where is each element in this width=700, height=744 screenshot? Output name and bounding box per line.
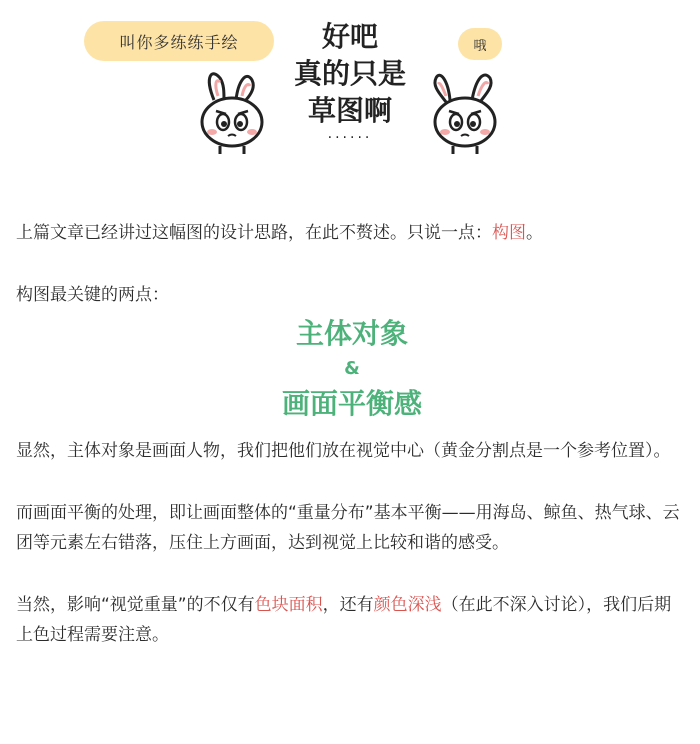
ampersand: & xyxy=(344,358,360,379)
key-point-subject: 主体对象 xyxy=(295,317,408,350)
highlight-color-depth: 颜色深浅 xyxy=(373,595,442,615)
speech-bubble-right: 哦 xyxy=(458,28,502,60)
article-body xyxy=(16,218,688,650)
intro-text: 上篇文章已经讲过这幅图的设计思路，在此不赘述。只说一点： xyxy=(16,223,492,243)
header-illustration xyxy=(0,0,700,170)
weight-text-a: 当然，影响“视觉重量”的不仅有 xyxy=(16,595,255,615)
key-point-balance: 画面平衡感 xyxy=(281,387,422,420)
header-title xyxy=(270,18,430,129)
title-line-2: 真的只是 xyxy=(293,57,406,90)
speech-bubble-left: 叫你多练练手绘 xyxy=(84,21,274,61)
weight-text-c: （在此不深入讨论），我们后期上色过程需要注意。 xyxy=(16,595,672,645)
paragraph-intro xyxy=(16,218,688,248)
highlight-color-area: 色块面积 xyxy=(254,595,323,615)
paragraph-key-points: 构图最关键的两点： xyxy=(16,285,169,305)
bunny-sketch-icon xyxy=(420,66,510,156)
paragraph-balance: 而画面平衡的处理，即让画面整体的“重量分布”基本平衡——用海岛、鲸鱼、热气球、云团等元素左右错落，压住上方画面，达到视觉上比较和谐的感受。 xyxy=(16,503,680,553)
ellipsis-dots: ······ xyxy=(327,130,373,146)
title-line-3: 草图啊 xyxy=(307,94,392,127)
intro-period: 。 xyxy=(526,223,543,243)
paragraph-subject: 显然，主体对象是画面人物，我们把他们放在视觉中心（黄金分割点是一个参考位置）。 xyxy=(16,441,671,461)
highlight-composition: 构图 xyxy=(492,223,526,243)
bunny-sketch-icon xyxy=(190,66,280,156)
weight-text-b: ，还有 xyxy=(322,595,374,615)
title-line-1: 好吧 xyxy=(321,20,378,53)
paragraph-visual-weight xyxy=(16,590,688,650)
